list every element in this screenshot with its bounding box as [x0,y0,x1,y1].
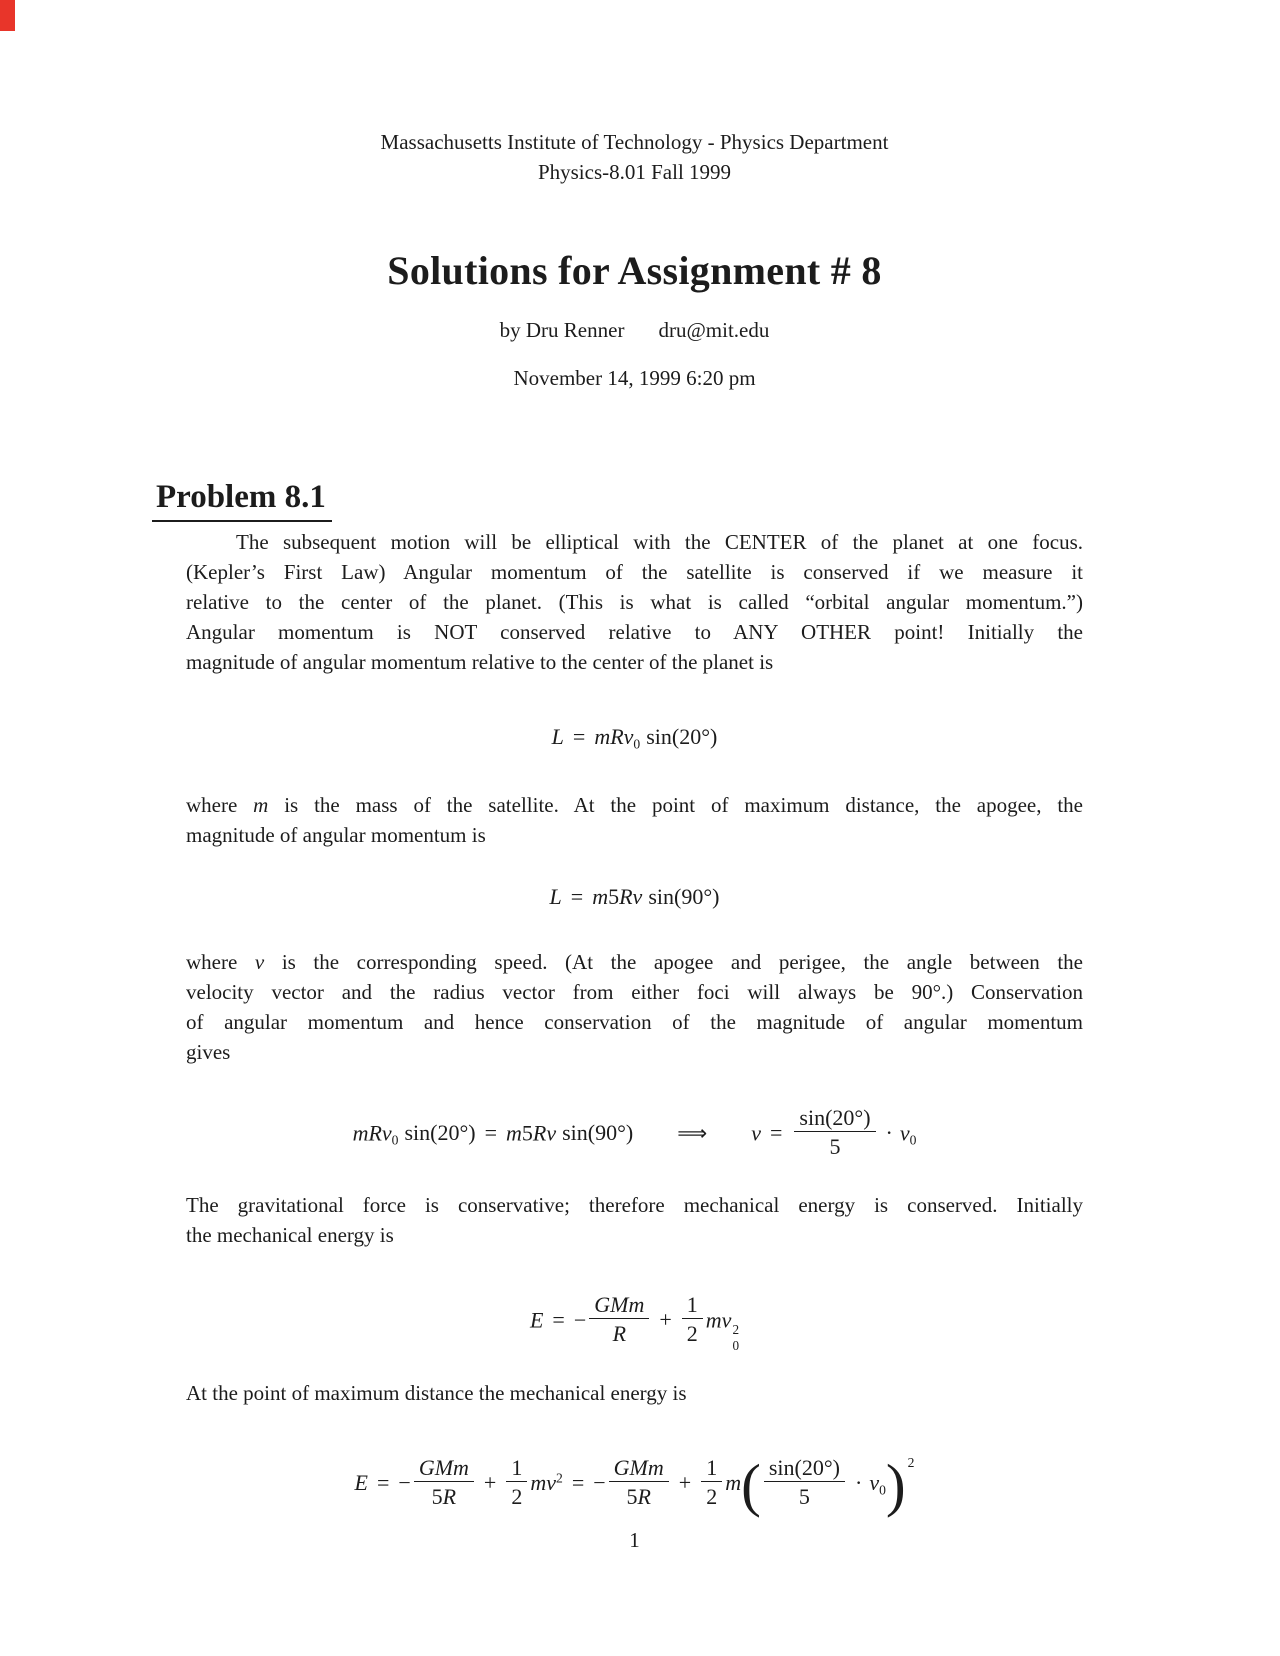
paragraph-line: At the point of maximum distance the mechanical energy is [186,1381,687,1405]
minus-sign: − [398,1470,411,1496]
equation-angular-momentum-apogee [186,884,1083,910]
dot-operator: · [885,1120,893,1146]
course-line: Physics-8.01 Fall 1999 [537,160,732,184]
subscript: 0 [633,736,641,752]
inline-math-variable: v [254,950,265,974]
paragraph-line [186,947,1083,977]
equals-sign: = [570,884,584,909]
fraction-denominator: R [589,1318,649,1346]
text-fragment: where [186,793,254,817]
math-coefficient: 5 [626,1484,638,1510]
fraction-numerator: 1 [686,1292,698,1317]
math-coefficient: 5 [521,1120,533,1146]
math-variable: R [637,1484,651,1510]
math-variable: v [869,1470,880,1496]
math-variable: E [354,1470,368,1496]
fraction-numerator: sin(20°) [799,1105,871,1130]
math-variable: Rv [619,884,643,909]
fraction [506,1455,527,1510]
fraction-numerator: GMm [418,1454,469,1480]
subscript: 0 [732,1337,740,1353]
subscript: 0 [909,1132,917,1148]
equals-sign: = [376,1470,390,1496]
fraction [589,1292,649,1347]
paragraph-line: relative to the center of the planet. (This is what is called “orbital angular momentum.”) [186,590,1083,614]
paragraph-line [186,790,1083,820]
math-variable: mv [705,1307,732,1333]
math-variable: v [751,1120,761,1146]
math-variable: E [529,1307,544,1333]
paragraph-line: the mechanical energy is [186,1223,394,1247]
fraction-denominator: 2 [682,1318,703,1346]
text-fragment: is the mass of the satellite. At the point of maximum distance, the apogee, the [268,793,1083,817]
document-header [186,127,1083,187]
fraction [764,1455,845,1510]
paragraph-2 [186,790,1083,850]
page-number: 1 [629,1528,640,1552]
equation-conservation [186,1105,1083,1163]
paragraph-line: (Kepler’s First Law) Angular momentum of the satellite is conserved if we measure it [186,560,1083,584]
fraction [701,1455,722,1510]
fraction-numerator: 1 [511,1454,523,1480]
fraction-denominator [609,1481,669,1509]
fraction-numerator: GMm [594,1292,645,1317]
math-variable: v [899,1120,910,1146]
plus-sign: + [483,1470,497,1496]
fraction-denominator: 5 [764,1481,845,1509]
paragraph-5 [186,1378,1083,1408]
math-variable: L [551,724,564,749]
sup-sub-stack [732,1322,739,1354]
text-fragment: is the corresponding speed. (At the apogee and perigee, the angle between the [264,950,1083,974]
problem-heading-text: Problem 8.1 [152,479,332,522]
fraction [682,1292,703,1347]
byline [186,318,1083,343]
math-variable: m [592,884,609,909]
equation-energy-initial [186,1292,1083,1354]
implies-arrow: ⟹ [677,1121,708,1146]
equals-sign: = [484,1120,498,1146]
math-variable: R [442,1484,457,1510]
dot-operator: · [854,1470,863,1496]
paragraph-line: velocity vector and the radius vector from either foci will always be 90°.) Conservation [186,980,1083,1004]
paragraph-line: of angular momentum and hence conservation of the magnitude of angular momentum [186,1010,1083,1034]
plus-sign: + [678,1470,692,1496]
fraction [794,1105,875,1160]
minus-sign: − [573,1307,587,1333]
author-name: by Dru Renner [499,318,625,342]
left-parenthesis: ( [741,1452,761,1519]
fraction-numerator: 1 [706,1454,718,1480]
subscript: 0 [879,1482,886,1498]
text-fragment: where [186,950,255,974]
equals-sign: = [572,724,586,749]
equation-energy-apogee [186,1452,1083,1519]
fraction-denominator: 2 [506,1481,527,1509]
paragraph-1 [186,527,1083,677]
plus-sign: + [659,1307,672,1333]
fraction-denominator [414,1481,474,1509]
math-variable: mv [530,1470,556,1496]
equation-angular-momentum-initial [186,724,1083,752]
right-parenthesis: ) [885,1452,906,1519]
date-line: November 14, 1999 6:20 pm [513,366,756,390]
paragraph-line: The subsequent motion will be elliptical with the CENTER of the planet at one focus. [236,530,1083,554]
problem-heading [152,479,332,522]
red-corner-mark [0,0,15,31]
math-function: sin(20°) [404,1120,476,1146]
outer-exponent: 2 [907,1455,915,1470]
math-function: sin(90°) [562,1120,634,1146]
fraction [414,1455,474,1510]
fraction-denominator: 2 [701,1481,722,1509]
math-variable: m [506,1120,522,1146]
minus-sign: − [593,1470,606,1496]
paragraph-line: The gravitational force is conservative; therefore mechanical energy is conserved. Initially [186,1193,1083,1217]
math-variable: Rv [532,1120,557,1146]
equals-sign: = [769,1120,783,1146]
subscript: 0 [391,1132,399,1148]
fraction [609,1455,669,1510]
fraction-numerator: GMm [613,1454,664,1480]
document-title: Solutions for Assignment # 8 [387,248,882,293]
math-variable: mRv [352,1120,392,1146]
paragraph-3 [186,947,1083,1067]
equals-sign: = [552,1307,565,1333]
fraction-denominator: 5 [794,1131,875,1159]
paragraph-line: magnitude of angular momentum is [186,823,486,847]
paragraph-4 [186,1190,1083,1250]
math-function: sin(20°) [646,724,718,749]
paragraph-line: gives [186,1040,231,1064]
math-coefficient: 5 [431,1484,443,1510]
institution-line: Massachusetts Institute of Technology - Physics Department [380,130,889,154]
superscript: 2 [732,1321,740,1337]
math-variable: m [725,1470,742,1496]
equals-sign: = [571,1470,585,1496]
math-function: sin(90°) [648,884,720,909]
math-variable: mRv [594,724,634,749]
inline-math-variable: m [253,793,269,817]
math-coefficient: 5 [608,884,620,909]
paragraph-line: magnitude of angular momentum relative to the center of the planet is [186,650,774,674]
superscript: 2 [556,1470,563,1486]
fraction-numerator: sin(20°) [768,1454,840,1480]
paragraph-line: Angular momentum is NOT conserved relative to ANY OTHER point! Initially the [186,620,1083,644]
author-email: dru@mit.edu [658,318,770,342]
math-variable: L [549,884,562,909]
